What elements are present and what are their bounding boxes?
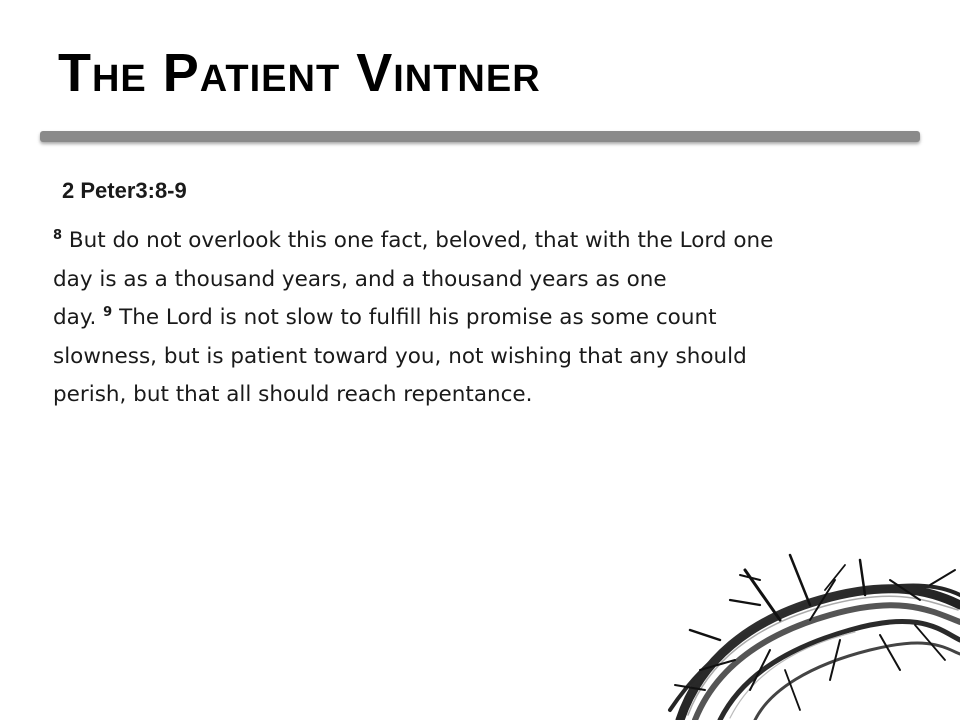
verse-number: 8 xyxy=(53,228,63,243)
verse-text: But do not overlook this one fact, beloved, that with the Lord one xyxy=(68,228,774,253)
passage-line xyxy=(53,299,913,338)
crown-of-thorns-icon xyxy=(660,550,960,720)
verse-text: day. xyxy=(53,305,97,330)
passage-line: perish, but that all should reach repentance. xyxy=(53,382,533,407)
scripture-passage xyxy=(53,222,913,415)
passage-line xyxy=(53,222,913,261)
slide-title: The Patient Vintner xyxy=(58,43,541,103)
scripture-reference: 2 Peter3:8-9 xyxy=(62,178,187,203)
passage-line: day is as a thousand years, and a thousand years as one xyxy=(53,266,667,292)
passage-line: slowness, but is patient toward you, not wishing that any should xyxy=(53,343,747,369)
verse-number: 9 xyxy=(103,305,113,320)
verse-text: The Lord is not slow to fulfill his promise as some count xyxy=(119,305,717,330)
title-divider xyxy=(40,131,920,142)
